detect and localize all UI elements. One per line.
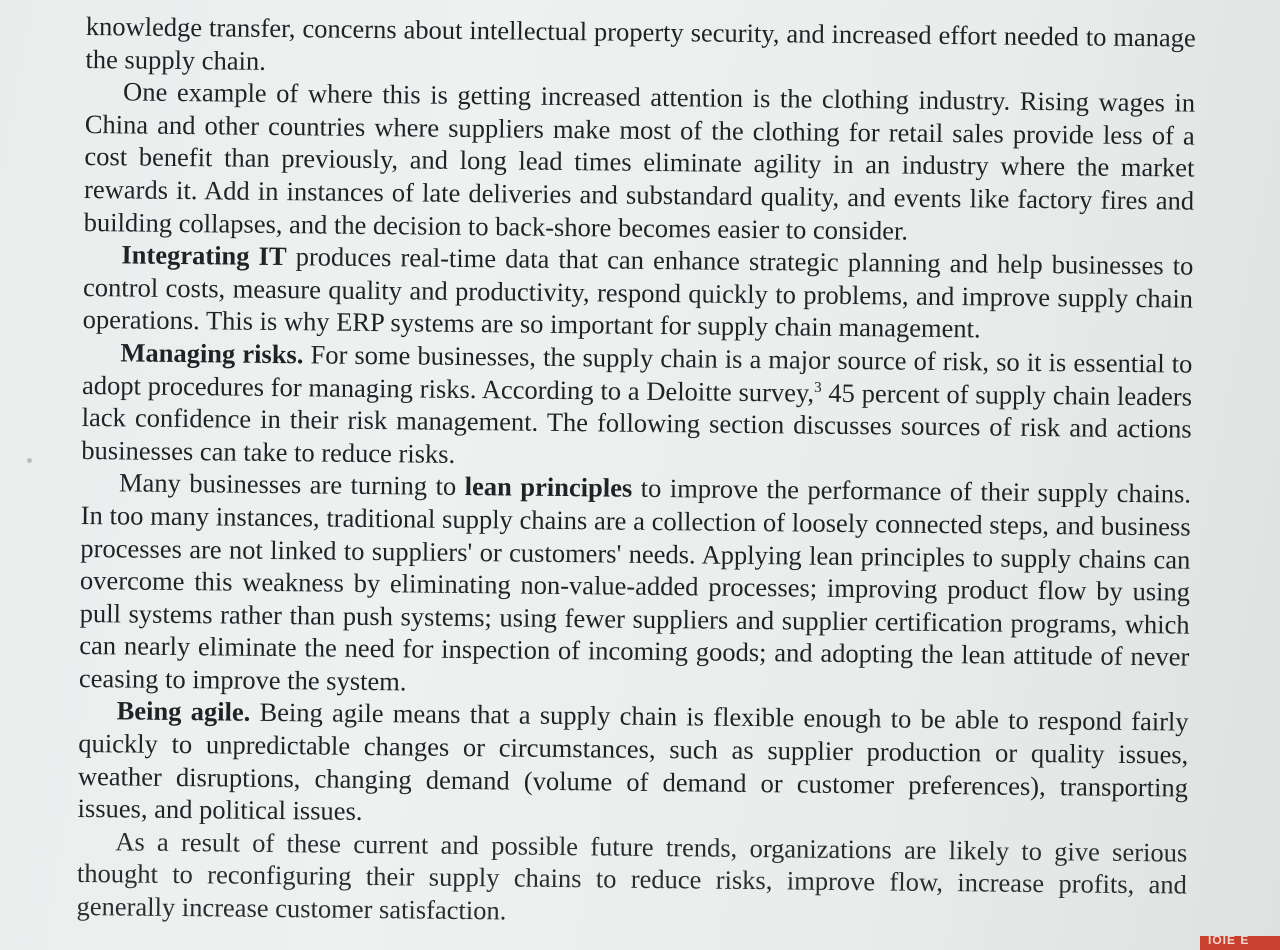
- paragraph-text: For some businesses, the supply chain is a major source of risk, so it is essential to adopt procedures for managing risks. According to a Deloitte survey,: [81, 339, 1193, 408]
- paragraph-lean-principles: [79, 466, 1191, 706]
- paragraph-text: As a result of these current and possible future trends, organizations are likely to give serious thought to reconfiguring their supply chains to reduce risks, improve flow, increase profits, and generally increase customer satisfaction.: [76, 826, 1188, 926]
- paragraph-text: to improve the performance of their supply chains. In too many instances, traditional supply chains are a collection of loosely connected steps, and business processes are not linked to suppliers' or customers' needs. Applying lean principles to supply chains can overcome this weakness by eliminating non-value-added processes; improving product flow by using pull systems rather than push systems; using fewer suppliers and supplier certification programs, which can nearly eliminate the need for inspection of incoming goods; and adopting the lean attitude of never ceasing to improve the system.: [78, 473, 1192, 697]
- run-in-heading: Integrating IT: [121, 239, 287, 272]
- paragraph-text: produces real-time data that can enhance strategic planning and help businesses to control costs, measure quality and productivity, respond quickly to problems, and improve supply chain operations. This is why ERP systems are so important for supply chain management.: [82, 241, 1194, 344]
- paragraph-being-agile: [77, 694, 1188, 836]
- paragraph-text-continued: 45 percent of supply chain leaders lack confidence in their risk management. The following section discusses sources of risk and actions businesses can take to reduce risks.: [81, 377, 1193, 469]
- paragraph-clothing-industry: [84, 75, 1196, 250]
- paragraph-managing-risks: [81, 336, 1192, 478]
- paper-speck: [27, 458, 32, 463]
- book-page-text: [76, 10, 1195, 934]
- paragraph-text: knowledge transfer, concerns about intellectual property security, and increased effort needed to manage the supply chain.: [85, 10, 1196, 76]
- bold-term: lean principles: [464, 471, 633, 504]
- corner-label-scrap: [1200, 933, 1280, 950]
- corner-label-text: IOIE E: [1208, 933, 1250, 947]
- run-in-heading: Managing risks.: [120, 337, 304, 370]
- paragraph-integrating-it: [83, 238, 1194, 347]
- paragraph-text: One example of where this is getting increased attention is the clothing industry. Rising wages in China and other countries where suppliers make most of the clothing for retail sales provide less of a cost benefit than previously, and long lead times eliminate agility in an industry where the market rewards it. Add in instances of late deliveries and substandard quality, and events like factory fires and building collapses, and the decision to back-shore becomes easier to consider.: [83, 76, 1196, 246]
- paragraph-continuation: [85, 10, 1196, 87]
- run-in-heading: Being agile.: [116, 695, 251, 728]
- paragraph-text: Being agile means that a supply chain is flexible enough to be able to respond fairly quickly to unpredictable changes or circumstances, such as supplier production or quality issues, weather disruptions, changing demand (volume of demand or customer preferences), transporting issues, and political issues.: [77, 697, 1189, 827]
- paragraph-text-lead-in: Many businesses are turning to: [118, 467, 465, 502]
- paragraph-conclusion: [76, 825, 1187, 934]
- footnote-marker: 3: [814, 379, 822, 396]
